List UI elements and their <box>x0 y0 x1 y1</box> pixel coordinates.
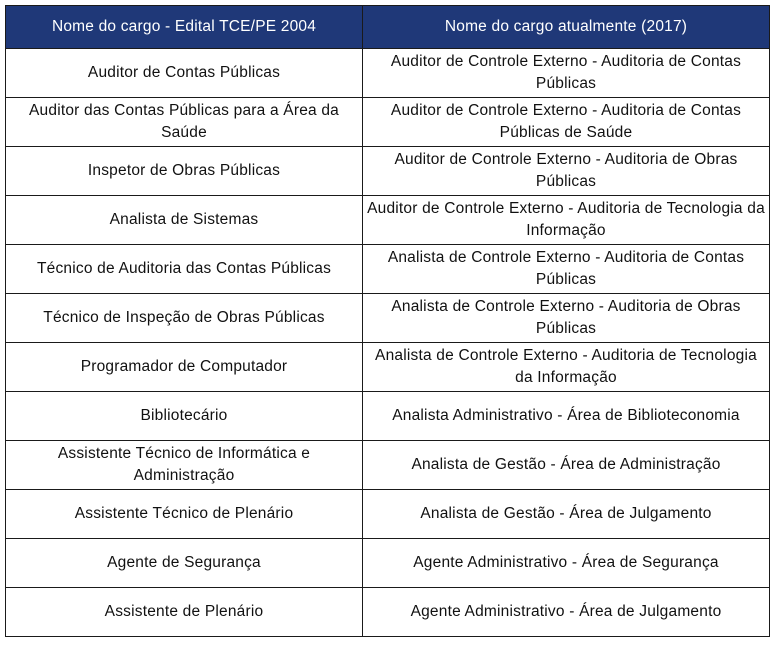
table-row <box>6 588 770 637</box>
table-row <box>6 392 770 441</box>
table-row <box>6 294 770 343</box>
current-name-cell: Auditor de Controle Externo - Auditoria de Obras Públicas <box>363 147 770 196</box>
old-name-cell: Programador de Computador <box>6 343 363 392</box>
old-name-cell: Assistente de Plenário <box>6 588 363 637</box>
current-name-cell: Analista Administrativo - Área de Biblioteconomia <box>363 392 770 441</box>
current-name-cell: Agente Administrativo - Área de Julgamento <box>363 588 770 637</box>
old-name-cell: Analista de Sistemas <box>6 196 363 245</box>
table-row <box>6 147 770 196</box>
table-row <box>6 245 770 294</box>
header-current-name: Nome do cargo atualmente (2017) <box>363 6 770 49</box>
current-name-cell: Auditor de Controle Externo - Auditoria de Contas Públicas <box>363 49 770 98</box>
old-name-cell: Assistente Técnico de Plenário <box>6 490 363 539</box>
current-name-cell: Agente Administrativo - Área de Segurança <box>363 539 770 588</box>
header-old-name: Nome do cargo - Edital TCE/PE 2004 <box>6 6 363 49</box>
current-name-cell: Analista de Controle Externo - Auditoria de Contas Públicas <box>363 245 770 294</box>
old-name-cell: Auditor de Contas Públicas <box>6 49 363 98</box>
table-container <box>5 5 769 637</box>
table-row <box>6 49 770 98</box>
old-name-cell: Auditor das Contas Públicas para a Área da Saúde <box>6 98 363 147</box>
old-name-cell: Técnico de Inspeção de Obras Públicas <box>6 294 363 343</box>
cargo-mapping-table <box>5 5 770 637</box>
current-name-cell: Auditor de Controle Externo - Auditoria de Tecnologia da Informação <box>363 196 770 245</box>
current-name-cell: Analista de Controle Externo - Auditoria de Tecnologia da Informação <box>363 343 770 392</box>
table-row <box>6 539 770 588</box>
table-row <box>6 490 770 539</box>
old-name-cell: Técnico de Auditoria das Contas Públicas <box>6 245 363 294</box>
current-name-cell: Analista de Gestão - Área de Julgamento <box>363 490 770 539</box>
old-name-cell: Assistente Técnico de Informática e Administração <box>6 441 363 490</box>
header-row <box>6 6 770 49</box>
current-name-cell: Analista de Gestão - Área de Administração <box>363 441 770 490</box>
old-name-cell: Inspetor de Obras Públicas <box>6 147 363 196</box>
old-name-cell: Agente de Segurança <box>6 539 363 588</box>
table-row <box>6 196 770 245</box>
current-name-cell: Auditor de Controle Externo - Auditoria de Contas Públicas de Saúde <box>363 98 770 147</box>
table-row <box>6 343 770 392</box>
table-row <box>6 98 770 147</box>
current-name-cell: Analista de Controle Externo - Auditoria de Obras Públicas <box>363 294 770 343</box>
table-row <box>6 441 770 490</box>
old-name-cell: Bibliotecário <box>6 392 363 441</box>
